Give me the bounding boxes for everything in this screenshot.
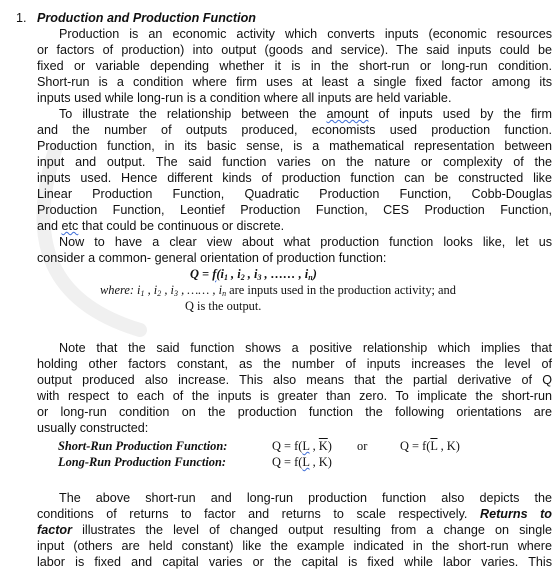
sr-eq1-pre: Q = f( bbox=[272, 439, 303, 453]
sr-eq1-post: ) bbox=[327, 439, 332, 453]
sr-eq1-L: L bbox=[302, 439, 310, 453]
para2-line-3: Production function, in its basic sense, is a mathematical representation between bbox=[37, 139, 552, 153]
sr-eq1-comma: , bbox=[309, 439, 319, 453]
para5-l2-bold: Returns to bbox=[479, 507, 552, 521]
para5-line-4: input (others are held constant) like the example indicated in the short-run where bbox=[37, 539, 552, 553]
para2-line-6: Linear Production Function, Quadratic Production Function, Cobb-Douglas bbox=[37, 187, 552, 201]
para5-line-2 bbox=[37, 506, 552, 522]
short-run-label: Short-Run Production Function: bbox=[58, 439, 228, 453]
formula-c2: , i bbox=[244, 267, 258, 281]
section-title: Production and Production Function bbox=[37, 11, 256, 25]
where-label: where: bbox=[100, 283, 134, 297]
para3-line-1: Now to have a clear view about what production function looks like, let us bbox=[59, 235, 552, 249]
where-i: i bbox=[133, 283, 141, 297]
sr-eq2-K: K bbox=[446, 439, 456, 453]
para4-line-3: output produced also increase. This also means that the partial derivative of Q bbox=[37, 373, 552, 387]
para5-l3-post: illustrates the level of changed output resulting from a change on single bbox=[72, 523, 552, 537]
formula-sub-1: 1 bbox=[223, 273, 228, 282]
lr-eq-L: L bbox=[302, 455, 310, 469]
short-run-or: or bbox=[357, 439, 368, 453]
lr-eq-comma: , K) bbox=[309, 455, 332, 469]
sr-eq2-comma: , bbox=[437, 439, 447, 453]
where-sub-n: n bbox=[222, 289, 227, 298]
where-c2: , i bbox=[161, 283, 174, 297]
lr-eq-pre: Q = f( bbox=[272, 455, 303, 469]
section-number: 1. bbox=[16, 11, 27, 25]
para1-line-3: fixed or variable depending whether it is in the short-run or long-run condition. bbox=[37, 59, 552, 73]
para1-line-5: inputs used while long-run is a condition where all inputs are held variable. bbox=[37, 91, 452, 105]
para5-l3-bold: factor bbox=[37, 523, 72, 537]
para2-line-7: Production Function, Leontief Production Function, CES Production Function, bbox=[37, 203, 552, 217]
where-sub-1: 1 bbox=[140, 289, 145, 298]
para2-line-5: inputs used. Hence different kinds of production function can be constructed like bbox=[37, 171, 552, 185]
para2-l1-post: of inputs used by the firm bbox=[368, 107, 552, 121]
para1-line-4: Short-run is a condition where firm uses at least a single fixed factor among its bbox=[37, 75, 552, 89]
para4-line-6: usually constructed: bbox=[37, 421, 149, 435]
where-rest: are inputs used in the production activity; and bbox=[226, 283, 456, 297]
formula-dots: , …… , i bbox=[261, 267, 309, 281]
para5-line-3 bbox=[37, 522, 552, 538]
sr-eq1-K-bar: $\overline{K}$ bbox=[318, 439, 328, 453]
where-sub-3: 3 bbox=[174, 289, 178, 298]
para4-line-4: with respect to each of the inputs is greater than zero. To implicate the short-run bbox=[37, 389, 552, 403]
where-clause-line-2: Q is the output. bbox=[185, 299, 262, 313]
formula-close: ) bbox=[312, 267, 317, 281]
para4-line-2: holding other factors constant, as the number of inputs increases the level of bbox=[37, 357, 552, 371]
short-run-eq-2 bbox=[400, 438, 500, 454]
para2-l1-mark: amount bbox=[326, 107, 369, 121]
formula-sub-n: n bbox=[308, 273, 313, 282]
where-clause-line-1 bbox=[100, 282, 550, 298]
sr-eq2-pre: Q = f( bbox=[400, 439, 431, 453]
para2-line-8 bbox=[37, 218, 552, 234]
where-c1: , i bbox=[144, 283, 158, 297]
formula-open: (i bbox=[216, 267, 224, 281]
para2-line-2: and the number of outputs produced, economists used production function. bbox=[37, 123, 552, 137]
where-sub-2: 2 bbox=[157, 289, 162, 298]
para2-l1-pre: To illustrate the relationship between the bbox=[59, 107, 327, 121]
long-run-eq bbox=[272, 454, 362, 470]
para5-line-1: The above short-run and long-run production function also depicts the bbox=[59, 491, 552, 505]
para2-line-4: input and output. The said function varies on the nature or complexity of the bbox=[37, 155, 552, 169]
para2-line-1 bbox=[59, 106, 552, 122]
formula-f: f bbox=[212, 267, 217, 281]
where-dots: , …… , i bbox=[178, 283, 223, 297]
para4-line-5: or long-run condition on the production function the following orientations are bbox=[37, 405, 552, 419]
para2-last-mark: etc bbox=[61, 219, 79, 233]
short-run-eq-1 bbox=[272, 438, 362, 454]
para5-line-5: labor is fixed and capital varies or the capital is fixed while labor varies. This bbox=[37, 555, 552, 569]
formula-sub-2: 2 bbox=[240, 273, 245, 282]
para4-line-1: Note that the said function shows a positive relationship which implies that bbox=[59, 341, 552, 355]
formula-sub-3: 3 bbox=[257, 273, 262, 282]
para3-line-2: consider a common- general orientation of production function: bbox=[37, 251, 387, 265]
production-function-formula bbox=[190, 266, 410, 282]
para5-l2-pre: conditions of returns to factor and returns to scale respectively. bbox=[37, 507, 480, 521]
formula-lhs: Q = bbox=[190, 267, 213, 281]
para2-last-post: that could be continuous or discrete. bbox=[78, 219, 285, 233]
formula-c1: , i bbox=[227, 267, 241, 281]
para2-last-pre: and bbox=[37, 219, 62, 233]
sr-eq2-post: ) bbox=[455, 439, 460, 453]
sr-eq2-L-bar: $\overline{L}$ bbox=[430, 439, 438, 453]
para1-line-1: Production is an economic activity which converts inputs (economic resources bbox=[59, 27, 552, 41]
long-run-label: Long-Run Production Function: bbox=[58, 455, 227, 469]
para1-line-2: or factors of production) into output (goods and service). The said inputs could be bbox=[37, 43, 552, 57]
